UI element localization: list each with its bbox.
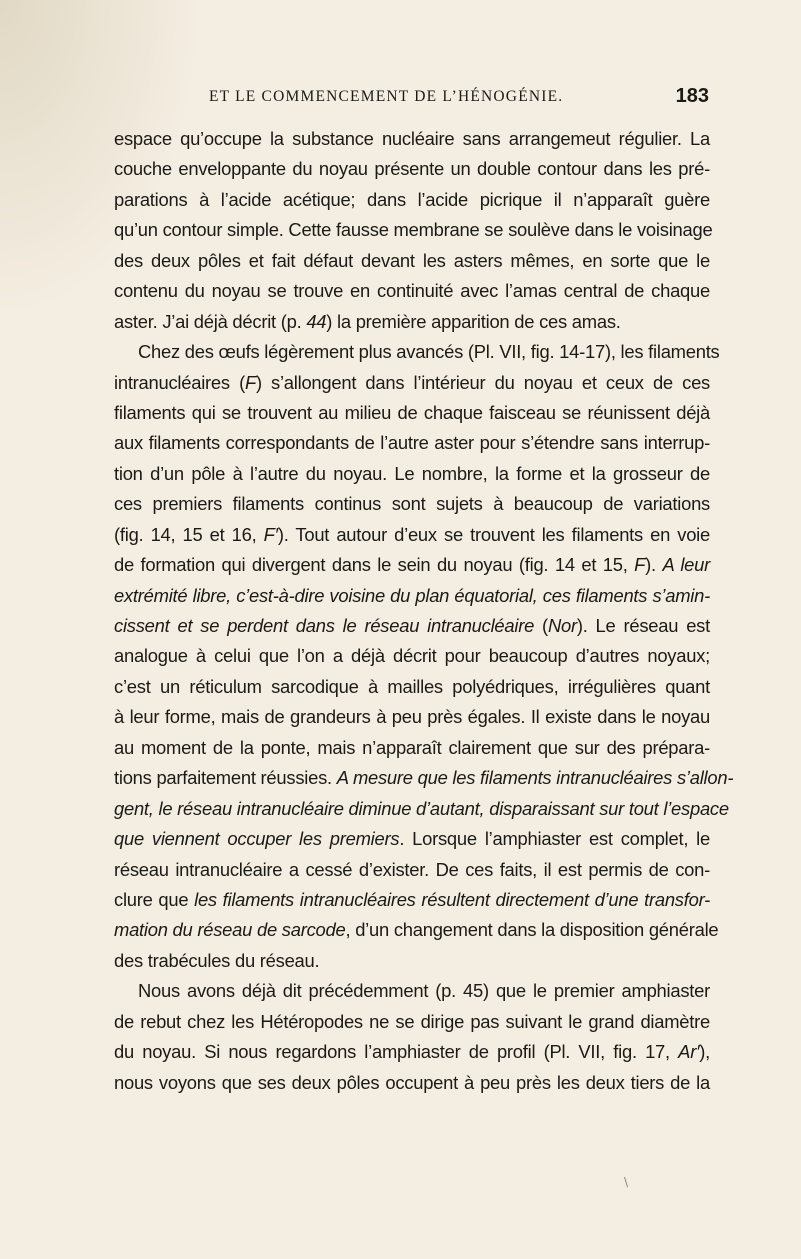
text-segment: Nous avons déjà dit précédemment (p. 45) que le premier amphiaster [138, 980, 710, 1002]
page-header [209, 85, 709, 112]
text-line [114, 976, 710, 1006]
italic-text-segment: extrémité libre, c’est-à-dire voisine du plan équatorial, ces filaments s’amin- [114, 584, 710, 606]
text-segment: ). Tout autour d’eux se trouvent les filaments en voie [277, 523, 710, 545]
text-segment: ) la première apparition de ces amas. [326, 310, 621, 332]
text-line [114, 581, 710, 611]
text-line [114, 246, 710, 276]
text-segment: réseau intranucléaire a cessé d’exister. De ces faits, il est permis de con- [114, 858, 710, 880]
italic-text-segment: F [634, 554, 646, 576]
text-segment: couche enveloppante du noyau présente un double contour dans les pré- [114, 158, 710, 180]
italic-text-segment: mation du réseau de sarcode [114, 919, 346, 941]
text-line [114, 276, 710, 306]
text-segment: ces premiers filaments continus sont sujets à beaucoup de variations [114, 493, 710, 515]
text-line [114, 398, 710, 428]
text-segment: c’est un réticulum sarcodique à mailles polyédriques, irrégulières quant [114, 675, 710, 697]
text-segment: , d’un changement dans la disposition générale [345, 919, 719, 941]
text-line [114, 915, 719, 945]
text-line [114, 550, 710, 580]
text-line [114, 124, 710, 154]
italic-text-segment: les filaments intranucléaires résultent directement d’une transfor- [194, 888, 710, 910]
text-segment: du noyau. Si nous regardons l’amphiaster de profil (Pl. VII, fig. 17, [114, 1041, 679, 1063]
text-segment: parations à l’acide acétique; dans l’acide picrique il n’apparaît guère [114, 188, 710, 210]
text-segment: ). [645, 554, 663, 576]
text-line [114, 641, 710, 671]
text-line [114, 672, 710, 702]
text-segment: tion d’un pôle à l’autre du noyau. Le nombre, la forme et la grosseur de [114, 462, 710, 484]
text-line [114, 611, 710, 641]
text-line [114, 763, 734, 793]
text-segment: tions parfaitement réussies. [114, 767, 337, 789]
text-segment: filaments qui se trouvent au milieu de chaque faisceau se réunissent déjà [114, 401, 710, 423]
text-line [114, 946, 710, 976]
stray-mark: \ [624, 1175, 629, 1189]
running-title: ET LE COMMENCEMENT DE L’HÉNOGÉNIE. [209, 88, 564, 105]
text-segment: ( [534, 615, 548, 636]
text-line [114, 824, 710, 854]
text-line [114, 489, 710, 519]
text-segment: intranucléaires ( [114, 371, 245, 393]
text-segment: contenu du noyau se trouve en continuité avec l’amas central de chaque [114, 280, 710, 302]
text-line [114, 1068, 710, 1098]
italic-text-segment: Ar′ [678, 1041, 700, 1063]
italic-text-segment: Nor [547, 615, 577, 636]
text-segment: des deux pôles et fait défaut devant les asters mêmes, en sorte que le [114, 249, 710, 271]
text-line [114, 459, 710, 489]
italic-text-segment: 44 [306, 310, 327, 332]
text-segment: ). Le réseau est [576, 615, 710, 636]
text-segment: ) s’allongent dans l’intérieur du noyau et ceux de ces [255, 371, 710, 393]
text-segment: analogue à celui que l’on a déjà décrit pour beaucoup d’autres noyaux; [114, 645, 710, 667]
text-line [114, 428, 710, 458]
italic-text-segment: A leur [662, 554, 711, 576]
italic-text-segment: que viennent occuper les premiers [114, 828, 400, 850]
text-segment: aux filaments correspondants de l’autre aster pour s’étendre sans interrup- [114, 432, 710, 454]
italic-text-segment: A mesure que les filaments intranucléaires s’allon- [336, 767, 734, 789]
text-line [114, 702, 710, 732]
italic-text-segment: F [244, 371, 256, 393]
text-segment: Chez des œufs légèrement plus avancés (Pl. VII, fig. 14-17), les filaments [138, 341, 720, 363]
text-segment: nous voyons que ses deux pôles occupent à peu près les deux tiers de la [114, 1071, 710, 1093]
text-segment: (fig. 14, 15 et 16, [114, 523, 264, 545]
text-segment: des trabécules du réseau. [114, 949, 320, 971]
text-line [114, 154, 710, 184]
text-line [114, 794, 729, 824]
text-line [114, 733, 710, 763]
text-segment: ), [699, 1041, 710, 1063]
text-segment: au moment de la ponte, mais n’apparaît clairement que sur des prépara- [114, 736, 710, 758]
text-line [114, 215, 713, 245]
text-line [114, 855, 710, 885]
text-segment: aster. J’ai déjà décrit (p. [114, 310, 307, 332]
text-segment: à leur forme, mais de grandeurs à peu près égales. Il existe dans le noyau [114, 706, 710, 728]
text-line [114, 1007, 710, 1037]
text-segment: qu’un contour simple. Cette fausse membrane se soulève dans le voisinage [114, 219, 713, 241]
text-line [114, 307, 710, 337]
text-line [114, 337, 720, 367]
text-segment: espace qu’occupe la substance nucléaire sans arrangemeut régulier. La [114, 128, 710, 149]
body-text [114, 124, 734, 1098]
text-line [114, 885, 710, 915]
page-number: 183 [675, 85, 709, 107]
text-segment: . Lorsque l’amphiaster est complet, le [399, 828, 710, 850]
italic-text-segment: gent, le réseau intranucléaire diminue d’autant, disparaissant sur tout l’espace [114, 797, 729, 819]
text-line [114, 368, 710, 398]
text-line [114, 1037, 710, 1067]
text-line [114, 520, 710, 550]
text-segment: de rebut chez les Hétéropodes ne se dirige pas suivant le grand diamètre [114, 1010, 710, 1032]
text-line [114, 185, 710, 215]
italic-text-segment: F′ [263, 523, 278, 545]
italic-text-segment: cissent et se perdent dans le réseau intranucléaire [114, 615, 535, 636]
text-segment: de formation qui divergent dans le sein du noyau (fig. 14 et 15, [114, 554, 635, 576]
text-segment: clure que [114, 888, 195, 910]
